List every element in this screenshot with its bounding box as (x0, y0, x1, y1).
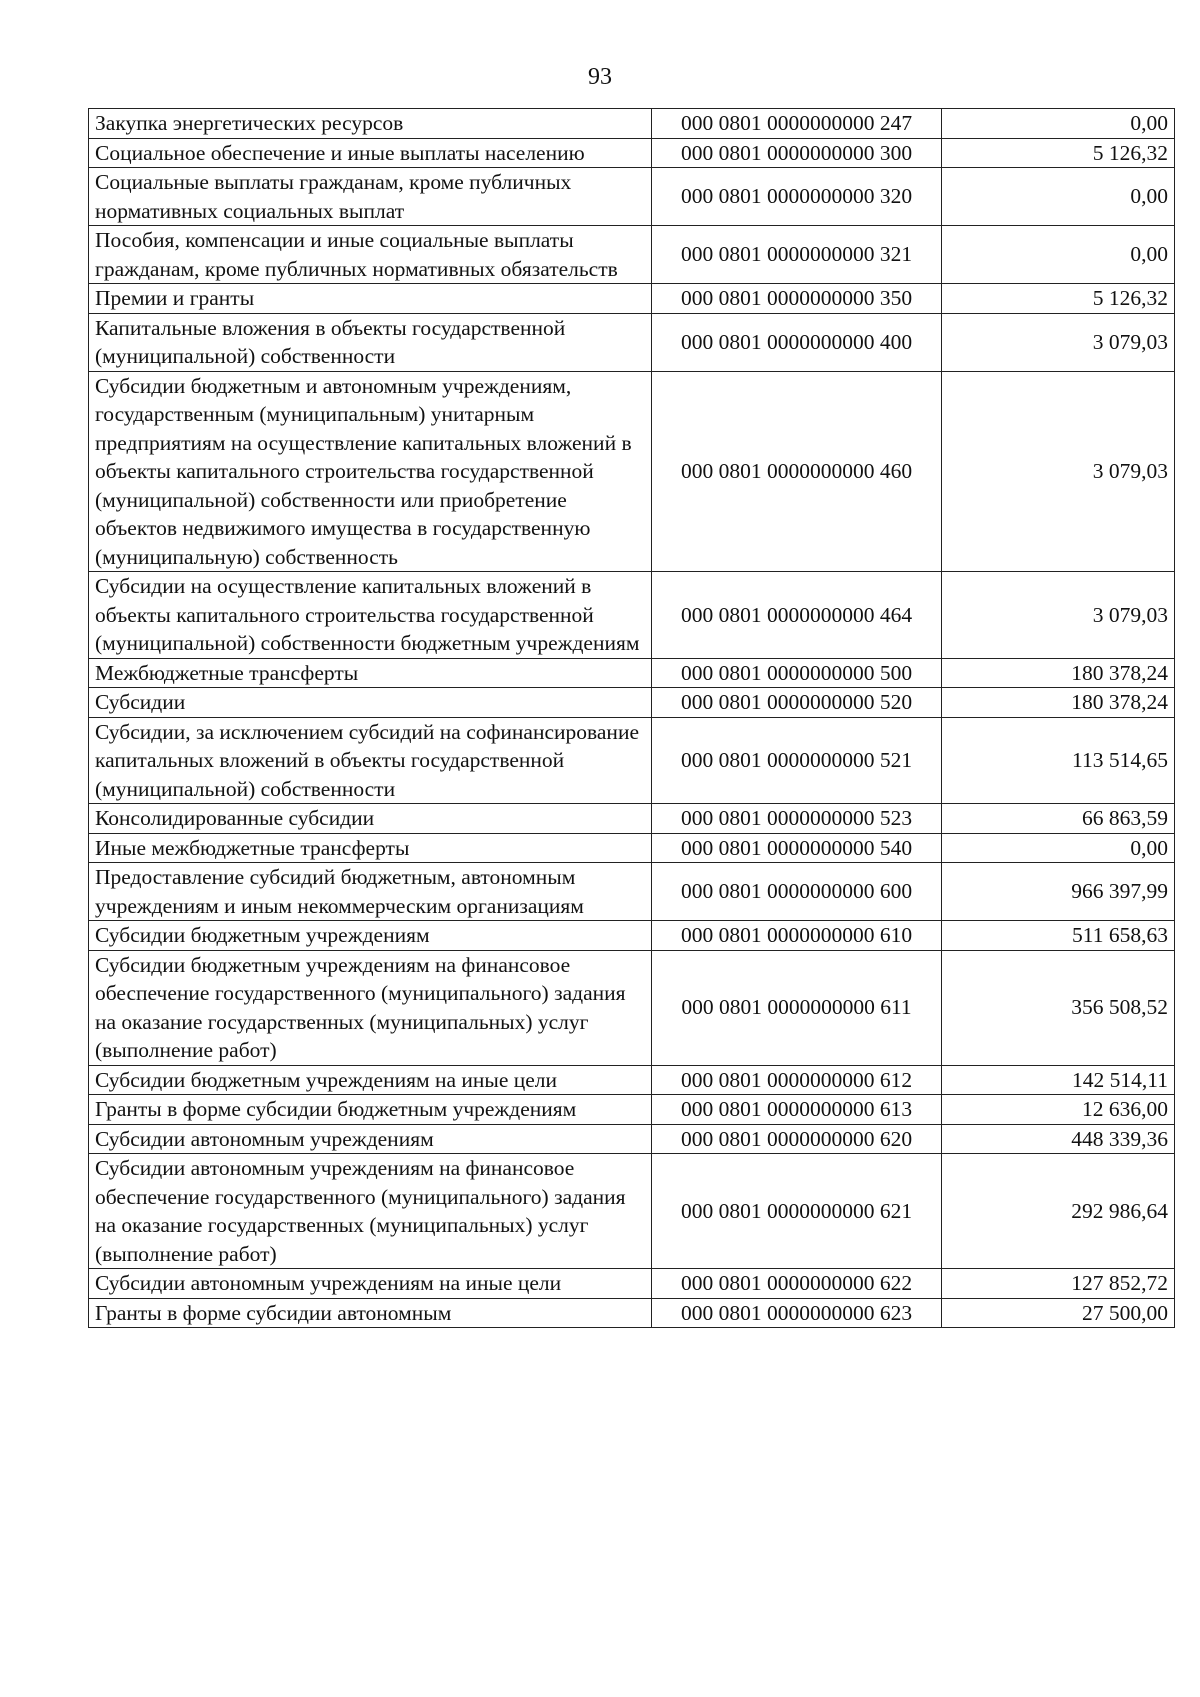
row-name-cell: Предоставление субсидий бюджетным, автономным учреждениям и иным некоммерческим организациям (89, 863, 652, 921)
row-amount-cell: 292 986,64 (942, 1154, 1175, 1269)
row-amount-cell: 142 514,11 (942, 1065, 1175, 1095)
row-name-cell: Субсидии бюджетным учреждениям на финансовое обеспечение государственного (муниципального) задания на оказание государственных (муниципальных) услуг (выполнение работ) (89, 950, 652, 1065)
budget-table (88, 108, 1175, 1328)
row-code-cell: 000 0801 0000000000 523 (652, 804, 942, 834)
row-name-cell: Субсидии бюджетным учреждениям (89, 921, 652, 951)
row-amount-cell: 180 378,24 (942, 658, 1175, 688)
row-name-cell: Субсидии на осуществление капитальных вложений в объекты капитального строительства государственной (муниципальной) собственности бюджетным учреждениям (89, 572, 652, 659)
row-code-cell: 000 0801 0000000000 464 (652, 572, 942, 659)
row-amount-cell: 3 079,03 (942, 313, 1175, 371)
table-row (89, 313, 1175, 371)
row-amount-cell: 5 126,32 (942, 284, 1175, 314)
table-row (89, 1298, 1175, 1328)
row-amount-cell: 180 378,24 (942, 688, 1175, 718)
row-name-cell: Консолидированные субсидии (89, 804, 652, 834)
row-name-cell: Субсидии автономным учреждениям (89, 1124, 652, 1154)
row-amount-cell: 448 339,36 (942, 1124, 1175, 1154)
row-amount-cell: 966 397,99 (942, 863, 1175, 921)
row-name-cell: Субсидии (89, 688, 652, 718)
row-amount-cell: 0,00 (942, 833, 1175, 863)
row-amount-cell: 66 863,59 (942, 804, 1175, 834)
row-name-cell: Субсидии бюджетным учреждениям на иные цели (89, 1065, 652, 1095)
row-name-cell: Пособия, компенсации и иные социальные выплаты гражданам, кроме публичных нормативных обязательств (89, 226, 652, 284)
table-row (89, 1065, 1175, 1095)
row-name-cell: Капитальные вложения в объекты государственной (муниципальной) собственности (89, 313, 652, 371)
row-name-cell: Премии и гранты (89, 284, 652, 314)
table-row (89, 1124, 1175, 1154)
row-code-cell: 000 0801 0000000000 520 (652, 688, 942, 718)
row-code-cell: 000 0801 0000000000 622 (652, 1269, 942, 1299)
table-row (89, 921, 1175, 951)
row-code-cell: 000 0801 0000000000 350 (652, 284, 942, 314)
row-amount-cell: 12 636,00 (942, 1095, 1175, 1125)
row-amount-cell: 5 126,32 (942, 138, 1175, 168)
row-code-cell: 000 0801 0000000000 521 (652, 717, 942, 804)
table-body (89, 109, 1175, 1328)
row-amount-cell: 3 079,03 (942, 572, 1175, 659)
row-code-cell: 000 0801 0000000000 321 (652, 226, 942, 284)
table-row (89, 658, 1175, 688)
table-row (89, 138, 1175, 168)
row-code-cell: 000 0801 0000000000 460 (652, 371, 942, 572)
row-name-cell: Социальные выплаты гражданам, кроме публичных нормативных социальных выплат (89, 168, 652, 226)
table-row (89, 717, 1175, 804)
row-code-cell: 000 0801 0000000000 610 (652, 921, 942, 951)
row-amount-cell: 356 508,52 (942, 950, 1175, 1065)
table-row (89, 226, 1175, 284)
row-code-cell: 000 0801 0000000000 300 (652, 138, 942, 168)
row-amount-cell: 3 079,03 (942, 371, 1175, 572)
table-row (89, 950, 1175, 1065)
row-code-cell: 000 0801 0000000000 621 (652, 1154, 942, 1269)
row-name-cell: Закупка энергетических ресурсов (89, 109, 652, 139)
row-name-cell: Субсидии автономным учреждениям на иные цели (89, 1269, 652, 1299)
row-code-cell: 000 0801 0000000000 623 (652, 1298, 942, 1328)
row-code-cell: 000 0801 0000000000 540 (652, 833, 942, 863)
row-amount-cell: 0,00 (942, 226, 1175, 284)
row-code-cell: 000 0801 0000000000 500 (652, 658, 942, 688)
row-name-cell: Субсидии, за исключением субсидий на софинансирование капитальных вложений в объекты государственной (муниципальной) собственности (89, 717, 652, 804)
row-code-cell: 000 0801 0000000000 620 (652, 1124, 942, 1154)
row-code-cell: 000 0801 0000000000 613 (652, 1095, 942, 1125)
row-name-cell: Иные межбюджетные трансферты (89, 833, 652, 863)
row-name-cell: Социальное обеспечение и иные выплаты населению (89, 138, 652, 168)
row-code-cell: 000 0801 0000000000 600 (652, 863, 942, 921)
table-row (89, 572, 1175, 659)
row-name-cell: Гранты в форме субсидии бюджетным учреждениям (89, 1095, 652, 1125)
table-row (89, 1154, 1175, 1269)
row-name-cell: Субсидии автономным учреждениям на финансовое обеспечение государственного (муниципального) задания на оказание государственных (муниципальных) услуг (выполнение работ) (89, 1154, 652, 1269)
row-name-cell: Субсидии бюджетным и автономным учреждениям, государственным (муниципальным) унитарным предприятиям на осуществление капитальных вложений в объекты капитального строительства государственной (муниципальной) собственности или приобретение объектов недвижимого имущества в государственную (муниципальную) собственность (89, 371, 652, 572)
row-code-cell: 000 0801 0000000000 612 (652, 1065, 942, 1095)
page-number: 93 (588, 64, 612, 90)
row-amount-cell: 0,00 (942, 168, 1175, 226)
row-amount-cell: 511 658,63 (942, 921, 1175, 951)
row-amount-cell: 113 514,65 (942, 717, 1175, 804)
row-code-cell: 000 0801 0000000000 247 (652, 109, 942, 139)
table-row (89, 833, 1175, 863)
row-name-cell: Межбюджетные трансферты (89, 658, 652, 688)
row-name-cell: Гранты в форме субсидии автономным (89, 1298, 652, 1328)
row-amount-cell: 127 852,72 (942, 1269, 1175, 1299)
row-code-cell: 000 0801 0000000000 611 (652, 950, 942, 1065)
row-amount-cell: 27 500,00 (942, 1298, 1175, 1328)
row-code-cell: 000 0801 0000000000 320 (652, 168, 942, 226)
table-row (89, 371, 1175, 572)
table-row (89, 168, 1175, 226)
row-amount-cell: 0,00 (942, 109, 1175, 139)
table-row (89, 1269, 1175, 1299)
table-row (89, 688, 1175, 718)
row-code-cell: 000 0801 0000000000 400 (652, 313, 942, 371)
table-row (89, 109, 1175, 139)
table-row (89, 1095, 1175, 1125)
table-row (89, 284, 1175, 314)
table-row (89, 863, 1175, 921)
table-row (89, 804, 1175, 834)
